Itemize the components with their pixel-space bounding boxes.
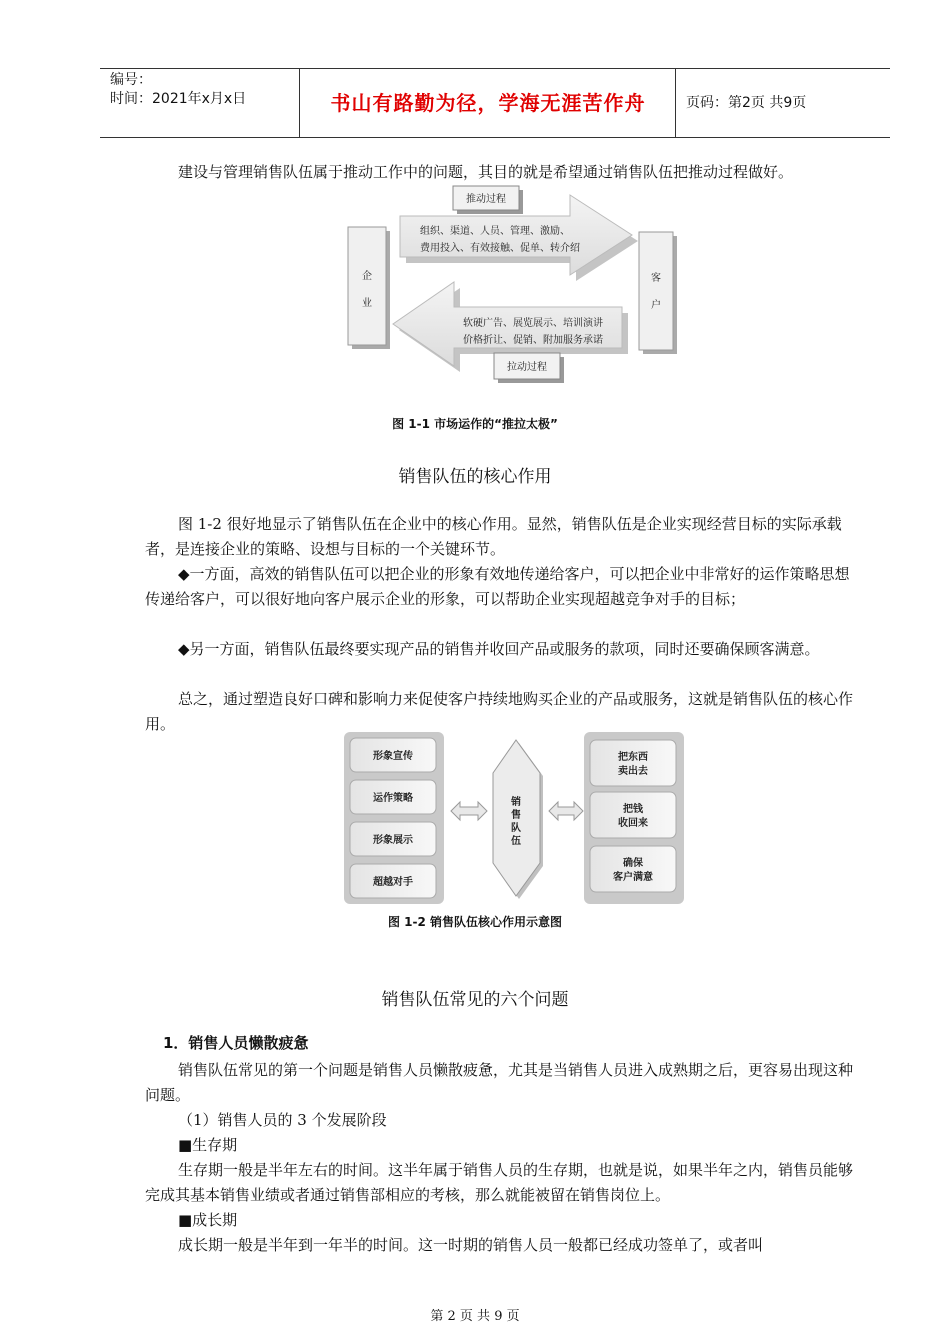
svg-text:收回来: 收回来 bbox=[618, 818, 648, 829]
pull-line-2: 价格折让、促销、附加服务承诺 bbox=[463, 335, 603, 346]
svg-text:运作策略: 运作策略 bbox=[373, 793, 413, 804]
left-box-1 bbox=[350, 738, 436, 772]
svg-text:队: 队 bbox=[511, 823, 521, 834]
svg-text:卖出去: 卖出去 bbox=[618, 766, 648, 777]
push-line-1: 组织、渠道、人员、管理、激励、 bbox=[420, 226, 570, 237]
pull-title: 拉动过程 bbox=[507, 362, 547, 373]
svg-text:超越对手: 超越对手 bbox=[373, 877, 413, 888]
svg-text:形象宣传: 形象宣传 bbox=[373, 751, 413, 762]
right-box-3 bbox=[590, 846, 676, 892]
pull-line-1: 软硬广告、展览展示、培训演讲 bbox=[463, 318, 603, 329]
paragraph-1: 图 1-2 很好地显示了销售队伍在企业中的核心作用。显然，销售队伍是企业实现经营目标的实际承载者，是连接企业的策略、设想与目标的一个关键环节。 bbox=[145, 515, 842, 558]
svg-text:把钱: 把钱 bbox=[623, 804, 643, 815]
header-motto: 书山有路勤为径，学海无涯苦作舟 bbox=[301, 69, 676, 137]
svg-text:伍: 伍 bbox=[511, 836, 521, 847]
code-label: 编号： bbox=[110, 72, 152, 88]
left-box-3 bbox=[350, 822, 436, 856]
body-paragraph-1: 销售队伍常见的第一个问题是销售人员懒散疲惫，尤其是当销售人员进入成熟期之后，更容易出现这种问题。 bbox=[145, 1061, 854, 1104]
right-box-char-1: 客 bbox=[651, 273, 661, 284]
paragraph-4: 总之，通过塑造良好口碑和影响力来促使客户持续地购买企业的产品或服务，这就是销售队伍的核心作用。 bbox=[145, 690, 854, 733]
left-box-char-1: 企 bbox=[362, 271, 372, 282]
left-box-2 bbox=[350, 780, 436, 814]
intro-paragraph: 建设与管理销售队伍属于推动工作中的问题，其目的就是希望通过销售队伍把推动过程做好。 bbox=[178, 163, 794, 181]
time-label: 时间：2021年x月x日 bbox=[110, 91, 247, 107]
svg-text:客户满意: 客户满意 bbox=[613, 872, 653, 883]
svg-text:形象展示: 形象展示 bbox=[373, 835, 413, 846]
svg-text:售: 售 bbox=[511, 810, 521, 821]
header-page-label: 页码：第2页 共9页 bbox=[686, 95, 807, 111]
core-role-diagram bbox=[0, 728, 950, 908]
paragraph-2: ◆一方面，高效的销售队伍可以把企业的形象有效地传递给客户，可以把企业中非常好的运作策略思想传递给客户，可以很好地向客户展示企业的形象，可以帮助企业实现超越竞争对手的目标； bbox=[145, 565, 850, 608]
page-header bbox=[100, 68, 890, 138]
body-stage-heading: （1）销售人员的 3 个发展阶段 bbox=[178, 1111, 387, 1129]
header-meta bbox=[100, 69, 300, 137]
right-box-1 bbox=[590, 740, 676, 786]
right-box-2 bbox=[590, 792, 676, 838]
figure-2-caption: 图 1-2 销售队伍核心作用示意图 bbox=[387, 915, 563, 929]
page-footer: 第 2 页 共 9 页 bbox=[430, 1309, 520, 1324]
body-survival-text: 生存期一般是半年左右的时间。这半年属于销售人员的生存期，也就是说，如果半年之内，销售员能够完成其基本销售业绩或者通过销售部相应的考核，那么就能被留在销售岗位上。 bbox=[145, 1161, 854, 1204]
section-title-core-role: 销售队伍的核心作用 bbox=[398, 467, 552, 487]
right-double-arrow bbox=[549, 802, 583, 820]
right-box-char-2: 户 bbox=[651, 300, 661, 311]
figure-1-caption: 图 1-1 市场运作的“推拉太极” bbox=[392, 417, 558, 431]
body-growth-label: ■成长期 bbox=[178, 1211, 238, 1229]
body-growth-text: 成长期一般是半年到一年半的时间。这一时期的销售人员一般都已经成功签单了，或者叫 bbox=[178, 1236, 764, 1254]
push-title: 推动过程 bbox=[466, 194, 506, 205]
section-title-six-problems: 销售队伍常见的六个问题 bbox=[381, 990, 569, 1010]
body-survival-label: ■生存期 bbox=[178, 1136, 238, 1154]
svg-text:确保: 确保 bbox=[623, 858, 643, 869]
svg-text:销: 销 bbox=[511, 797, 521, 808]
left-box-4 bbox=[350, 864, 436, 898]
push-pull-diagram bbox=[0, 182, 950, 402]
svg-text:把东西: 把东西 bbox=[618, 752, 648, 763]
left-double-arrow bbox=[451, 802, 487, 820]
left-box-char-2: 业 bbox=[362, 298, 372, 309]
paragraph-3: ◆另一方面，销售队伍最终要实现产品的销售并收回产品或服务的款项，同时还要确保顾客满意。 bbox=[178, 640, 820, 658]
subsection-title-1: 1．销售人员懒散疲惫 bbox=[163, 1034, 309, 1052]
push-line-2: 费用投入、有效接触、促单、转介绍 bbox=[420, 243, 580, 254]
